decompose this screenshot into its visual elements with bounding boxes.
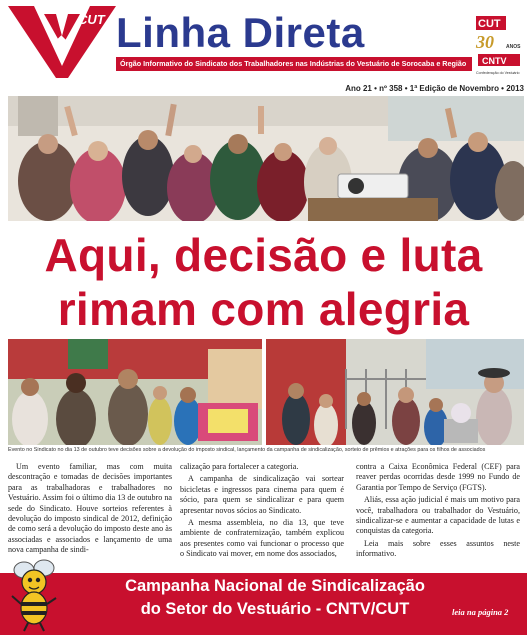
article-column-3: [356, 462, 520, 562]
cut-logo: [8, 6, 116, 78]
edition-info: Ano 21 • nº 358 • 1ª Edição de Novembro • 2013: [310, 83, 524, 95]
bee-mascot-icon: [8, 556, 60, 632]
newsletter-title: Linha Direta: [116, 9, 365, 56]
cut-logo-text: CUT: [78, 12, 105, 27]
article-paragraph: Leia mais sobre esses assuntos neste informativo.: [356, 538, 520, 559]
assembly-photo: [8, 96, 524, 221]
badge-cntv-sub: Confederação do Vestuário: [476, 71, 520, 75]
badge-years-label: ANOS: [506, 44, 521, 50]
article-column-1: [8, 462, 172, 558]
cotton-candy-photo: [266, 339, 524, 445]
cut-30-anos-badge: [474, 14, 524, 78]
newsletter-subtitle: Órgão Informativo do Sindicato dos Trabalhadores nas Indústrias do Vestuário de Sorocaba e Região: [120, 59, 467, 68]
badge-cntv-text: CNTV: [482, 56, 507, 66]
headline-line-2: rimam com alegria: [57, 283, 470, 335]
badge-years-text: 30: [476, 32, 494, 52]
badge-cut-text: CUT: [478, 18, 501, 30]
article-paragraph: Um evento familiar, mas com muita descontração e tomadas de decisões importantes para as trabalhadoras e trabalhadores no Vestuário. Assim foi o último dia 13 de outubro na sede do Sindicato. Houve sorteios referentes à devolução do imposto sindical de 2012, definição de como será a devolução do imposto deste ano às associadas e associados e lançamento de uma nova campanha de sindi-: [8, 462, 172, 555]
article-paragraph: A campanha de sindicalização vai sortear bicicletas e ingressos para cinema para quem é sócio, para quem se sindicalizar e para quem apresentar novos sócios ao Sindicato.: [180, 474, 344, 515]
article-paragraph: calização para fortalecer a categoria.: [180, 462, 299, 471]
headline-line-1: Aqui, decisão e luta: [44, 229, 483, 281]
popcorn-machine-icon: [198, 403, 258, 441]
photo-caption: Evento no Sindicato no dia 13 de outubro teve decisões sobre a devolução do imposto sindical, lançamento da campanha de sindicalização, sorteio de prêmios e atrações para os filhos de associados: [8, 447, 486, 453]
main-headline: [6, 228, 521, 336]
article-paragraph: Aliás, essa ação judicial é mais um motivo para você, trabalhadora ou trabalhador do Vestuário, sindicalizar-se e aumentar a capacidade de lutas e conquistas da categoria.: [356, 495, 520, 536]
article-column-2: [180, 462, 344, 562]
children-photo: [8, 339, 262, 445]
article-paragraph: contra a Caixa Econômica Federal (CEF) para reaver perdas ocorridas desde 1999 no Fundo de Garantia por Tempo de Serviço (FGTS).: [356, 462, 520, 492]
read-more-link[interactable]: leia na página 2: [452, 607, 509, 617]
banner-title-line-1: Campanha Nacional de Sindicalização: [125, 577, 425, 595]
banner-title-line-2: do Setor do Vestuário - CNTV/CUT: [140, 600, 410, 618]
article-paragraph: A mesma assembleia, no dia 13, que teve ambiente de confraternização, também explicou aos presentes como vai funcionar o processo que o Sindicato vai mover, em nome dos associados,: [180, 518, 344, 559]
